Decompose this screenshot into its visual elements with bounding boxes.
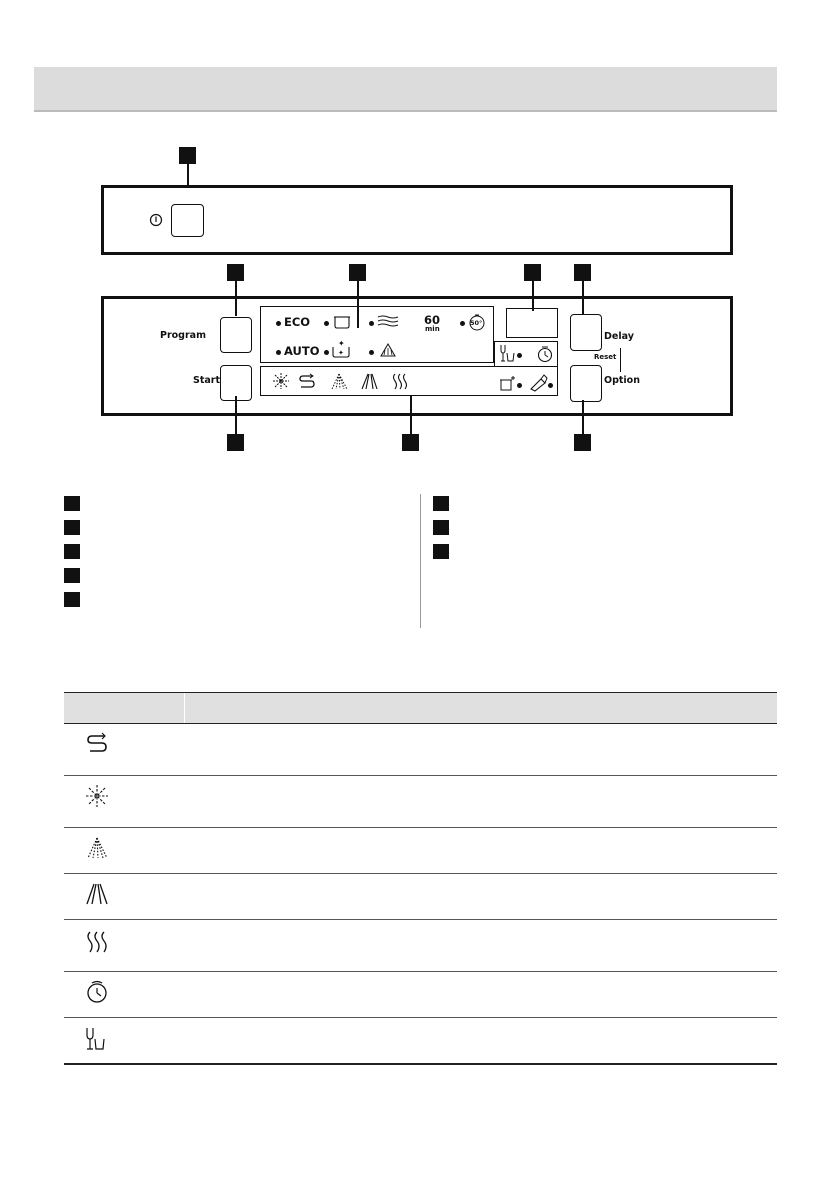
table-row-delay-clock	[77, 980, 117, 1008]
legend-marker-5	[64, 592, 80, 607]
temp-dot	[460, 321, 465, 326]
spray-lines-icon	[85, 882, 109, 906]
spray-dots-icon	[330, 372, 348, 390]
callout-line-5	[582, 281, 584, 315]
program-label: Program	[160, 330, 206, 341]
table-row-heat-waves	[77, 930, 117, 958]
pot-dot	[324, 321, 329, 326]
heat-waves-icon	[391, 372, 409, 390]
legend-marker-7	[433, 520, 449, 535]
table-header	[64, 692, 777, 724]
shower-icon	[378, 342, 398, 358]
spray-lines-icon	[361, 372, 379, 390]
on-off-button[interactable]	[171, 204, 204, 237]
pot-icon	[333, 314, 351, 329]
auto-dot	[276, 350, 281, 355]
glass-cup-icon	[499, 344, 515, 364]
callout-marker-8	[574, 434, 591, 451]
table-row-line	[64, 1017, 777, 1018]
table-bottom-line	[64, 1063, 777, 1065]
callout-line-7	[410, 396, 412, 434]
header-rule	[34, 110, 777, 112]
legend-marker-4	[64, 568, 80, 583]
sixty-unit: min	[425, 325, 440, 333]
program-button[interactable]	[220, 317, 252, 353]
table-row-s-arrow	[77, 731, 117, 759]
eco-label: ECO	[284, 315, 311, 329]
table-header-divider	[184, 693, 185, 723]
sixty-label: 60	[424, 313, 441, 327]
svg-text:✦: ✦	[338, 349, 344, 357]
sparkle-dish-dot	[324, 350, 329, 355]
table-row-line	[64, 873, 777, 874]
temp-label: 50°	[470, 319, 483, 327]
glass-cup-dot	[517, 353, 522, 358]
table-row-spray-dots	[77, 836, 117, 864]
shower-dot	[369, 350, 374, 355]
s-arrow-icon	[85, 731, 109, 755]
table-row-line	[64, 775, 777, 776]
reset-label: Reset	[594, 353, 617, 361]
callout-marker-1	[179, 147, 196, 164]
sparkle-dish-icon	[331, 337, 351, 359]
legend-marker-6	[433, 496, 449, 511]
delay-button[interactable]	[570, 314, 602, 351]
heat-waves-icon	[85, 930, 109, 954]
glass-dot	[369, 321, 374, 326]
svg-text:✦: ✦	[338, 339, 345, 348]
start-label: Start	[193, 375, 221, 386]
section-header-bar	[34, 67, 777, 110]
sparkle-icon	[272, 372, 290, 390]
reset-bracket	[620, 348, 621, 372]
table-row-line	[64, 919, 777, 920]
glass-cup-icon	[84, 1027, 110, 1053]
legend-divider	[420, 494, 421, 628]
legend-marker-1	[64, 496, 80, 511]
salt-refill-dot	[517, 383, 522, 388]
wave-lines-icon	[377, 315, 399, 328]
delay-clock-icon	[85, 980, 109, 1004]
callout-marker-6	[227, 434, 244, 451]
callout-marker-7	[402, 434, 419, 451]
table-row-line	[64, 971, 777, 972]
s-arrow-icon	[298, 372, 316, 390]
time-display	[506, 308, 558, 338]
legend-marker-3	[64, 544, 80, 559]
legend-marker-8	[433, 544, 449, 559]
callout-line-4	[532, 281, 534, 311]
table-row-glass-cup	[77, 1027, 117, 1057]
rinse-aid-icon	[528, 372, 548, 392]
salt-refill-icon	[498, 374, 516, 392]
callout-line-6	[235, 396, 237, 434]
sparkle-icon	[85, 784, 109, 808]
table-row-line	[64, 827, 777, 828]
callout-marker-3	[349, 264, 366, 281]
delay-label: Delay	[604, 331, 634, 342]
option-button[interactable]	[570, 365, 602, 402]
option-label: Option	[604, 375, 640, 386]
callout-line-8	[582, 400, 584, 434]
rinse-aid-dot	[548, 383, 553, 388]
auto-label: AUTO	[284, 344, 320, 358]
eco-dot	[276, 321, 281, 326]
power-icon	[149, 213, 163, 227]
table-row-sparkle	[77, 784, 117, 812]
legend-marker-2	[64, 520, 80, 535]
callout-marker-4	[524, 264, 541, 281]
delay-clock-icon	[536, 345, 554, 363]
callout-marker-2	[227, 264, 244, 281]
table-row-spray-lines	[77, 882, 117, 910]
spray-dots-icon	[85, 836, 109, 860]
callout-line-2	[235, 281, 237, 316]
callout-marker-5	[574, 264, 591, 281]
